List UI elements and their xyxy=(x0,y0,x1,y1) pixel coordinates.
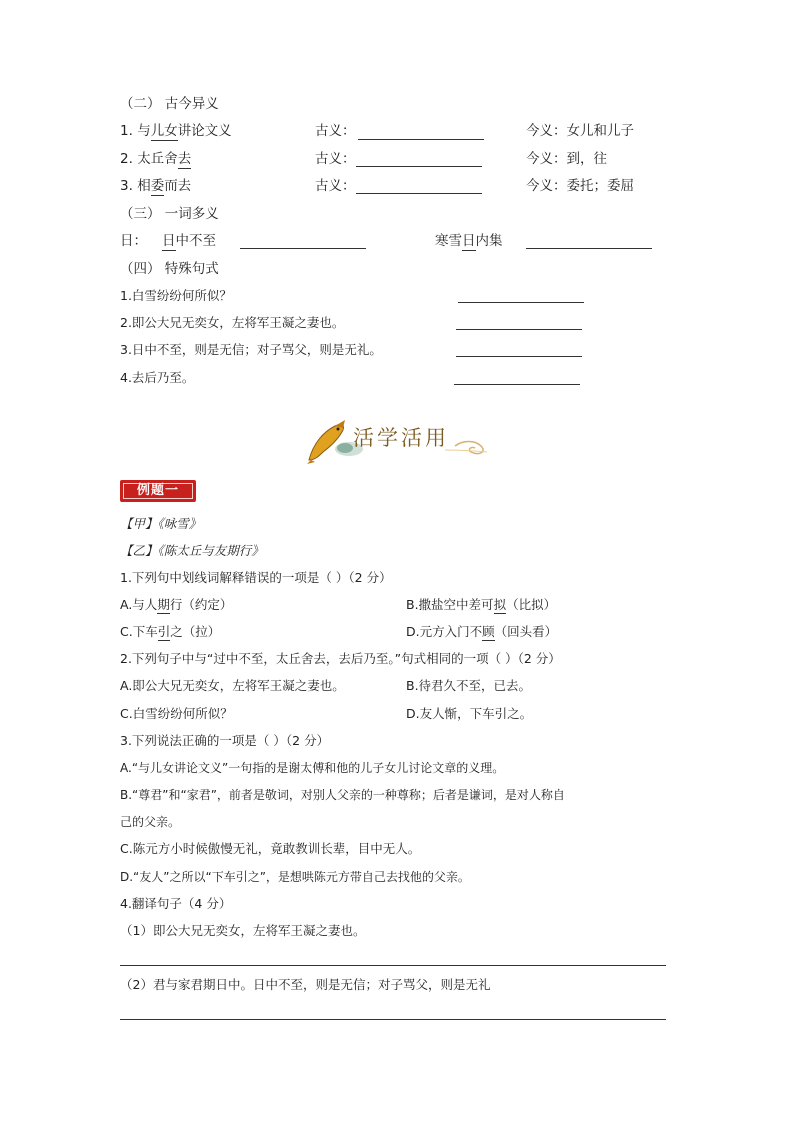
q3-option-a[interactable]: A.“与儿女讲论文义”一句指的是谢太傅和他的儿子女儿讨论文章的义理。 xyxy=(120,761,505,775)
q3-stem: 3.下列说法正确的一项是（ ）（2 分） xyxy=(120,733,330,748)
special-sentence-1: 1.白雪纷纷何所似？ xyxy=(120,288,232,303)
word-meaning-row-2: 2. 太丘舍去 xyxy=(120,151,192,167)
special-sentence-3: 3.日中不至，则是无信；对子骂父，则是无礼。 xyxy=(120,342,382,357)
polysemy-example-2: 寒雪日内集 xyxy=(435,233,503,249)
q1-option-b[interactable]: B.撒盐空中差可拟（比拟） xyxy=(406,597,557,612)
answer-blank[interactable] xyxy=(454,384,580,385)
q3-option-d[interactable]: D.“友人”之所以“下车引之”，是想哄陈元方带自己去找他的父亲。 xyxy=(120,870,470,884)
answer-blank[interactable] xyxy=(356,166,482,167)
answer-line[interactable] xyxy=(120,1019,666,1020)
q2-option-a[interactable]: A.即公大兄无奕女，左将军王凝之妻也。 xyxy=(120,678,345,693)
answer-blank[interactable] xyxy=(358,139,484,140)
answer-blank[interactable] xyxy=(356,193,482,194)
answer-blank[interactable] xyxy=(456,329,582,330)
word-meaning-row-1: 1. 与儿女讲论文义 xyxy=(120,123,232,139)
answer-blank[interactable] xyxy=(526,248,652,249)
polysemy-word: 日： xyxy=(120,233,147,249)
passage-yi: 【乙】《陈太丘与友期行》 xyxy=(120,543,264,558)
q2-option-d[interactable]: D.友人惭，下车引之。 xyxy=(406,706,533,721)
special-sentence-2: 2.即公大兄无奕女，左将军王凝之妻也。 xyxy=(120,315,345,330)
ancient-label-3: 古义： xyxy=(315,178,356,194)
q3-option-b-line1[interactable]: B.“尊君”和“家君”，前者是敬词，对别人父亲的一种尊称；后者是谦词，是对人称自 xyxy=(120,788,565,802)
modern-meaning-1: 今义：女儿和儿子 xyxy=(526,123,634,139)
modern-meaning-3: 今义：委托；委屈 xyxy=(526,178,634,194)
q1-option-a[interactable]: A.与人期行（约定） xyxy=(120,597,233,612)
answer-blank[interactable] xyxy=(456,356,582,357)
answer-blank[interactable] xyxy=(240,248,366,249)
section4-title: （四） 特殊句式 xyxy=(120,261,219,277)
ancient-label-2: 古义： xyxy=(315,151,356,167)
polysemy-example-1: 日中不至 xyxy=(162,233,216,249)
q4-stem: 4.翻译句子（4 分） xyxy=(120,896,232,911)
q3-option-c[interactable]: C.陈元方小时候傲慢无礼，竟敢教训长辈，目中无人。 xyxy=(120,841,421,856)
word-meaning-row-3: 3. 相委而去 xyxy=(120,178,192,194)
answer-blank[interactable] xyxy=(458,302,584,303)
q3-option-b-line2[interactable]: 己的父亲。 xyxy=(120,815,181,829)
modern-meaning-2: 今义：到，往 xyxy=(526,151,607,167)
special-sentence-4: 4.去后乃至。 xyxy=(120,370,195,385)
q4-sentence-2: （2）君与家君期日中。日中不至，则是无信；对子骂父，则是无礼 xyxy=(120,977,491,992)
q2-stem: 2.下列句子中与“过中不至，太丘舍去，去后乃至。”句式相同的一项（ ）（2 分） xyxy=(120,651,561,666)
q2-option-c[interactable]: C.白雪纷纷何所似？ xyxy=(120,706,233,721)
q1-option-c[interactable]: C.下车引之（拉） xyxy=(120,624,221,639)
practice-banner xyxy=(305,416,495,466)
q4-sentence-1: （1）即公大兄无奕女，左将军王凝之妻也。 xyxy=(120,923,366,938)
answer-line[interactable] xyxy=(120,965,666,966)
q2-option-b[interactable]: B.待君久不至，已去。 xyxy=(406,678,532,693)
q1-option-d[interactable]: D.元方入门不顾（回头看） xyxy=(406,624,558,639)
passage-jia: 【甲】《咏雪》 xyxy=(120,516,202,531)
example-badge: 例题一 xyxy=(120,480,196,502)
q1-stem: 1.下列句中划线词解释错误的一项是（ ）（2 分） xyxy=(120,570,392,585)
ancient-label-1: 古义： xyxy=(315,123,356,139)
section2-title: （二） 古今异义 xyxy=(120,96,219,112)
banner-title: 活学活用 xyxy=(353,426,449,450)
section3-title: （三） 一词多义 xyxy=(120,206,219,222)
